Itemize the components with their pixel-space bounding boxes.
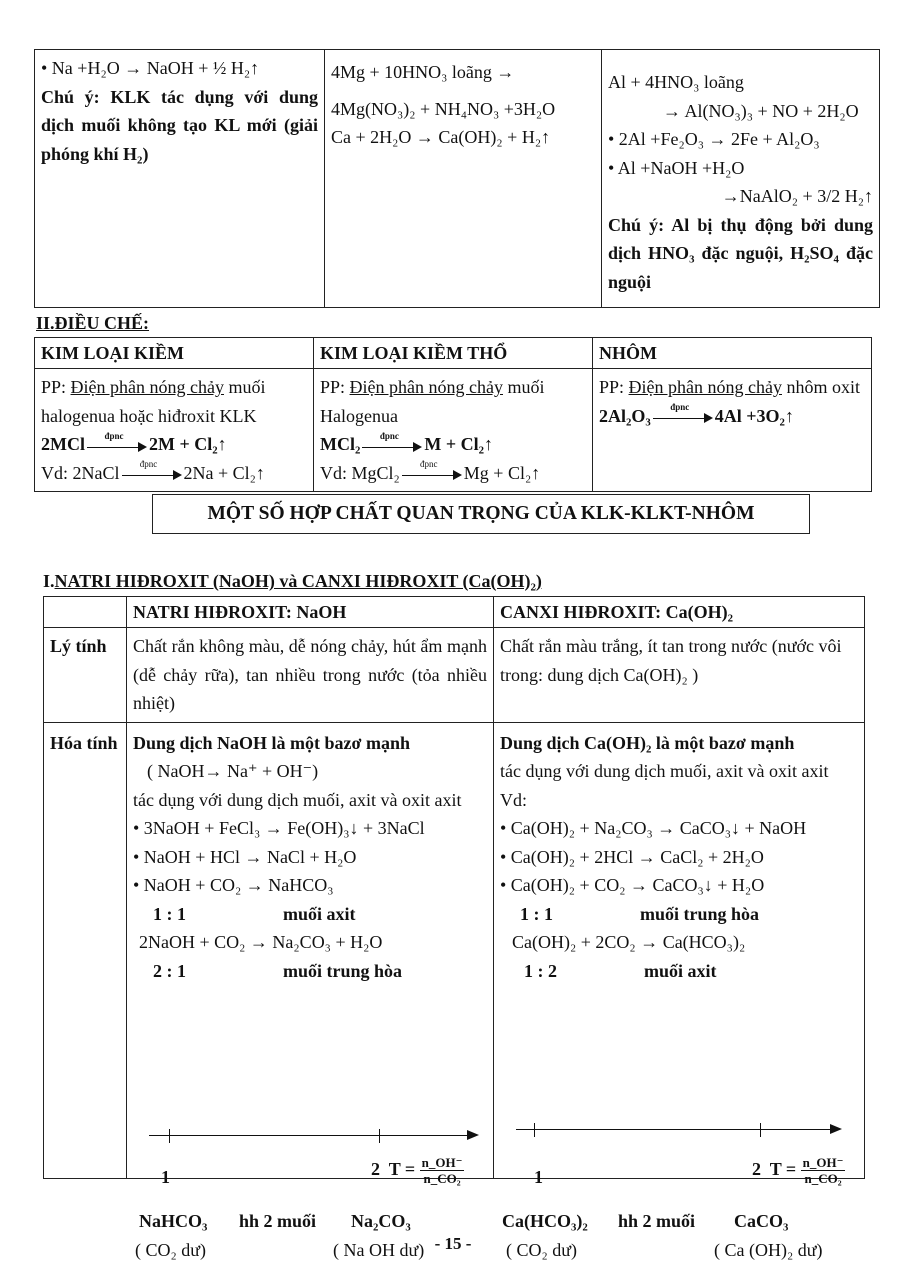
heading-text: NATRI HIĐROXIT (NaOH) và CANXI HIĐROXIT (Ca(OH)₂) (54, 571, 542, 591)
arrow-label: đpnc (104, 430, 124, 441)
tick-2 (760, 1123, 761, 1137)
t-label: T = (769, 1158, 797, 1179)
reactant: Vd: MgCl₂ (320, 462, 400, 483)
al-naoh-equation: • Al +NaOH +H₂O (608, 157, 745, 178)
pp-label: PP: (320, 377, 346, 397)
caoh2-t-axis (516, 1129, 830, 1130)
row-label-chemical: Hóa tính (44, 722, 127, 1178)
header-caoh2: CANXI HIĐROXIT: Ca(OH)₂ (494, 597, 865, 628)
ratio-label: muối axit (283, 903, 356, 924)
alkaline-earth-method (320, 373, 586, 430)
mg-hno3-equation: 4Mg + 10HNO₃ loãng → (331, 62, 515, 82)
caoh2-example-label: Vd: (500, 789, 527, 810)
mg-hno3-products: 4Mg(NO₃)₂ + NH₄NO₃ +3H₂O (331, 98, 556, 119)
section-hydroxides-heading (43, 569, 542, 593)
alkaline-earth-example-equation (320, 459, 586, 488)
method-rest: muối halogenua hoặc hiđroxit KLK (41, 377, 266, 426)
al-naoh-products: →NaAlO₂ + 3/2 H₂↑ (721, 186, 873, 206)
aluminum-equation (599, 402, 865, 431)
naoh-hcl-reaction: • NaOH + HCl → NaCl + H₂O (133, 846, 357, 867)
heading-prefix: I. (43, 571, 55, 591)
electrolysis-arrow (653, 402, 713, 424)
ratio: 2 : 1 (153, 960, 186, 981)
naoh-fecl3-reaction: • 3NaOH + FeCl₃ → Fe(OH)₃↓ + 3NaCl (133, 818, 425, 838)
axis-arrowhead (830, 1124, 842, 1134)
aluminum-cell (602, 50, 880, 308)
electrolysis-arrow (122, 459, 182, 481)
method-electrolysis: Điện phân nóng chảy (349, 377, 503, 397)
naoh-t-axis (149, 1135, 467, 1136)
ratio: 1 : 1 (520, 903, 553, 924)
naoh-ratio-1-1 (133, 900, 487, 929)
al-hno3-equation: Al + 4HNO₃ loãng (608, 72, 744, 92)
caoh2-co2-1-2-reaction: Ca(OH)₂ + 2CO₂ → Ca(HCO₃)₂ (512, 932, 746, 952)
reactant: 2MCl (41, 434, 85, 454)
t-denominator: n_CO₂ (423, 1170, 461, 1186)
aluminum-preparation-cell (593, 369, 872, 492)
ratio: 1 : 2 (524, 960, 557, 981)
products: 2M + Cl₂↑ (149, 434, 227, 454)
arrow-label: đpnc (379, 430, 399, 441)
t-fraction (420, 1155, 465, 1186)
electrolysis-arrow (402, 459, 462, 481)
tick-1 (169, 1129, 170, 1143)
caoh2-result-ca-hco3: Ca(HCO₃)₂ (502, 1210, 588, 1231)
naoh-note-naoh-excess: ( Na OH dư) (333, 1239, 425, 1260)
products: Mg + Cl₂↑ (463, 462, 541, 483)
header-alkali: KIM LOẠI KIỀM (35, 338, 314, 369)
alkaline-earth-preparation-cell (314, 369, 593, 492)
header-alkaline-earth: KIM LOẠI KIỀM THỔ (314, 338, 593, 369)
naoh-result-na2co3: Na₂CO₃ (351, 1210, 411, 1231)
caoh2-co2-reaction: • Ca(OH)₂ + CO₂ → CaCO₃↓ + H₂O (500, 875, 765, 895)
reactant: 2Al₂O₃ (599, 405, 651, 426)
caoh2-t-formula (752, 1155, 845, 1186)
t-numerator: n_OH⁻ (802, 1154, 844, 1170)
aluminum-note: Chú ý: Al bị thụ động bởi dung dịch HNO₃ đặc nguội, H₂SO₄ đặc nguội (608, 214, 873, 292)
ratio-label: muối trung hòa (283, 960, 403, 981)
naoh-reactivity: tác dụng với dung dịch muối, axit và oxit axit (133, 789, 462, 810)
caoh2-tick-label-1: 1 (534, 1166, 543, 1187)
caoh2-chemical-properties (494, 722, 865, 1260)
reactant: Vd: 2NaCl (41, 462, 120, 483)
electrolysis-arrow (362, 430, 422, 453)
products: 4Al +3O₂↑ (714, 405, 794, 426)
arrow-label: đpnc (670, 402, 690, 413)
alkali-example-equation (41, 459, 307, 488)
naoh-note-co2-excess: ( CO₂ dư) (135, 1239, 207, 1260)
header-aluminum: NHÔM (593, 338, 872, 369)
naoh-result-nahco3: NaHCO₃ (139, 1210, 208, 1231)
compounds-banner: MỘT SỐ HỢP CHẤT QUAN TRỌNG CỦA KLK-KLKT-NHÔM (152, 494, 810, 534)
header-naoh: NATRI HIĐROXIT: NaOH (127, 597, 494, 628)
tick-label-2: 2 (752, 1158, 761, 1179)
arrow-label: đpnc (139, 459, 158, 470)
naoh-co2-reaction: • NaOH + CO₂ → NaHCO₃ (133, 875, 334, 895)
caoh2-note-co2-excess: ( CO₂ dư) (506, 1239, 578, 1260)
caoh2-result-mixture: hh 2 muối (618, 1210, 696, 1231)
alkali-method (41, 373, 307, 430)
naoh-physical-properties: Chất rắn không màu, dễ nóng chảy, hút ẩm mạnh (dễ chảy rữa), tan nhiều trong nước (tỏa nhiều nhiệt) (127, 628, 494, 723)
t-fraction (801, 1155, 846, 1186)
naoh-ratio-2-1 (133, 957, 487, 986)
naoh-dissociation: ( NaOH→ Na⁺ + OH⁻) (147, 761, 319, 781)
caoh2-hcl-reaction: • Ca(OH)₂ + 2HCl → CaCl₂ + 2H₂O (500, 846, 764, 867)
corner-cell (44, 597, 127, 628)
section-preparation-heading: II.ĐIỀU CHẾ: (36, 313, 150, 333)
tick-label-2: 2 (371, 1158, 380, 1179)
ratio-label: muối trung hòa (640, 903, 760, 924)
t-denominator: n_CO₂ (804, 1170, 842, 1186)
row-label-physical: Lý tính (44, 628, 127, 723)
method-rest: muối Halogenua (320, 377, 545, 426)
page-number: - 15 - (434, 1234, 472, 1253)
tick-1 (534, 1123, 535, 1137)
naoh-t-formula (371, 1155, 464, 1186)
caoh2-na2co3-reaction: • Ca(OH)₂ + Na₂CO₃ → CaCO₃↓ + NaOH (500, 818, 807, 838)
preparation-table (34, 337, 872, 492)
t-label: T = (388, 1158, 416, 1179)
alkali-note: Chú ý: KLK tác dụng với dung dịch muối không tạo KL mới (giải phóng khí H₂) (41, 86, 318, 164)
na-water-equation: • Na +H₂O → NaOH + ½ H₂↑ (41, 58, 260, 78)
naoh-result-mixture: hh 2 muối (239, 1210, 317, 1231)
naoh-tick-label-1: 1 (161, 1166, 170, 1187)
caoh2-physical-properties: Chất rắn màu trắng, ít tan trong nước (nước vôi trong: dung dịch Ca(OH)₂ ) (494, 628, 865, 723)
reactant: MCl₂ (320, 434, 361, 454)
t-numerator: n_OH⁻ (421, 1154, 463, 1170)
caoh2-ratio-1-1 (500, 900, 858, 929)
ratio-label: muối axit (644, 960, 717, 981)
caoh2-ratio-1-2 (500, 957, 858, 986)
alkaline-earth-general-equation (320, 430, 586, 459)
method-electrolysis: Điện phân nóng chảy (628, 377, 782, 397)
axis-arrowhead (467, 1130, 479, 1140)
method-electrolysis: Điện phân nóng chảy (70, 377, 224, 397)
pp-label: PP: (599, 377, 625, 397)
alkaline-earth-cell (325, 50, 602, 308)
naoh-strong-base: Dung dịch NaOH là một bazơ mạnh (133, 732, 411, 753)
method-rest: nhôm oxit (782, 377, 861, 397)
alkali-general-equation (41, 430, 307, 459)
alkali-metal-cell (35, 50, 325, 308)
caoh2-reactivity: tác dụng với dung dịch muối, axit và oxit axit (500, 761, 829, 781)
ratio: 1 : 1 (153, 903, 186, 924)
tick-2 (379, 1129, 380, 1143)
arrow-label: đpnc (420, 459, 438, 470)
pp-label: PP: (41, 377, 67, 397)
thermite-equation: • 2Al +Fe₂O₃ → 2Fe + Al₂O₃ (608, 129, 820, 149)
al-hno3-products: → Al(NO₃)₃ + NO + 2H₂O (663, 100, 859, 121)
caoh2-note-caoh2-excess: ( Ca (OH)₂ dư) (714, 1239, 823, 1260)
naoh-co2-2-1-reaction: 2NaOH + CO₂ → Na₂CO₃ + H₂O (139, 932, 383, 952)
products: M + Cl₂↑ (424, 434, 494, 454)
caoh2-strong-base: Dung dịch Ca(OH)₂ là một bazơ mạnh (500, 732, 795, 753)
aluminum-method (599, 373, 865, 402)
products: 2Na + Cl₂↑ (183, 462, 265, 483)
properties-table-continued (34, 49, 880, 308)
alkali-preparation-cell (35, 369, 314, 492)
caoh2-result-caco3: CaCO₃ (734, 1210, 789, 1231)
ca-water-equation: Ca + 2H₂O → Ca(OH)₂ + H₂↑ (331, 127, 551, 147)
electrolysis-arrow (87, 430, 147, 453)
